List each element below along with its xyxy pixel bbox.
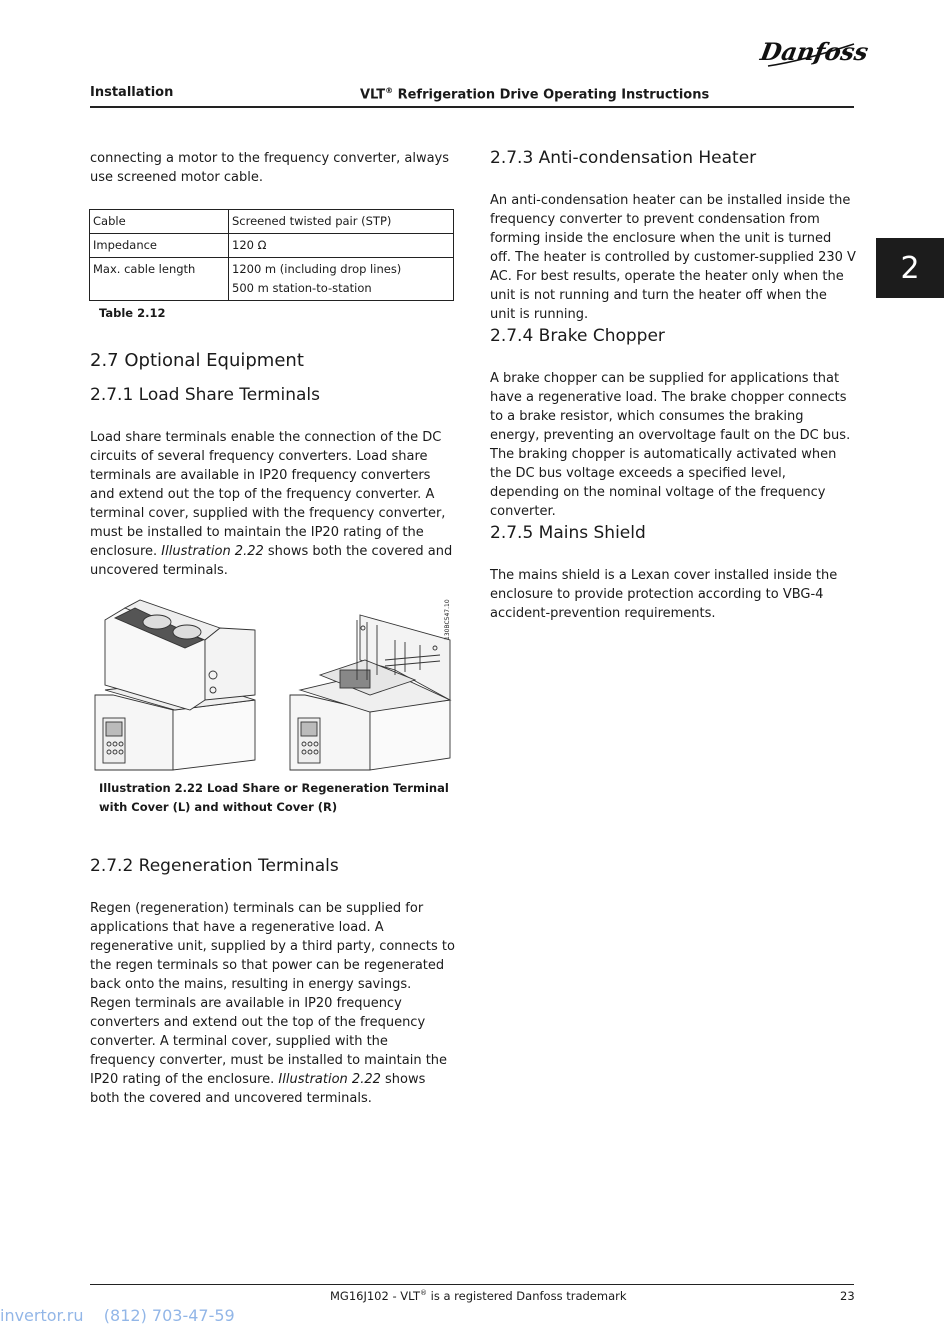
cell-line: 1200 m (including drop lines)	[232, 262, 402, 276]
paragraph-2-7-5: The mains shield is a Lexan cover installed inside the enclosure to provide protection according to VBG-4 accident-prevention requirements.	[490, 568, 838, 621]
svg-text:Danfoss: Danfoss	[758, 37, 871, 66]
table-cell: Max. cable length	[90, 258, 229, 301]
danfoss-logo	[758, 34, 871, 70]
intro-paragraph: connecting a motor to the frequency converter, always use screened motor cable.	[90, 151, 450, 185]
heading-2-7-3: 2.7.3 Anti-condensation Heater	[490, 148, 757, 168]
footer-rule	[90, 1284, 854, 1285]
table-cell: Impedance	[90, 234, 229, 258]
table-cell	[229, 258, 454, 301]
table-row	[90, 258, 454, 301]
table-row	[90, 234, 454, 258]
heading-2-7-2: 2.7.2 Regeneration Terminals	[90, 856, 339, 876]
header-rule	[90, 106, 854, 108]
drive-without-cover	[290, 615, 450, 770]
paragraph-2-7-4: A brake chopper can be supplied for applications that have a regenerative load. The brake chopper connects to a brake resistor, which consumes the braking energy, preventing an overvoltage fault on the DC bus. The braking chopper is automatically activated when the DC bus voltage exceeds a specified level, depending on the nominal voltage of the frequency converter.	[490, 371, 851, 519]
heading-2-7-5: 2.7.5 Mains Shield	[490, 523, 646, 543]
drive-with-cover	[95, 600, 255, 770]
watermark: invertor.ru (812) 703-47-59	[0, 1306, 235, 1325]
document-title: VLT® Refrigeration Drive Operating Instructions	[360, 86, 710, 103]
paragraph-2-7-1: Load share terminals enable the connection of the DC circuits of several frequency converters. Load share terminals are available in IP20 frequency converters and extend out the top of the frequency converter. A terminal cover, supplied with the frequency converter, must be installed to maintain the IP20 rating of the enclosure. Illustration 2.22 shows both the covered and uncovered terminals.	[90, 430, 453, 578]
figure-caption: Illustration 2.22 Load Share or Regeneration Terminal with Cover (L) and without Cover (R)	[99, 781, 449, 814]
heading-2-7-1: 2.7.1 Load Share Terminals	[90, 385, 321, 405]
table-cell: 120 Ω	[229, 234, 454, 258]
heading-2-7-4: 2.7.4 Brake Chopper	[490, 326, 665, 346]
cable-spec-table	[89, 209, 454, 301]
footer-trademark: MG16J102 - VLT® is a registered Danfoss trademark	[330, 1289, 627, 1303]
cell-line: 500 m station-to-station	[232, 281, 372, 295]
page-number: 23	[840, 1289, 855, 1303]
table-row	[90, 210, 454, 234]
table-cell: Screened twisted pair (STP)	[229, 210, 454, 234]
chapter-tab: 2	[876, 238, 944, 298]
paragraph-2-7-2: Regen (regeneration) terminals can be supplied for applications that have a regenerative load. A regenerative unit, supplied by a third party, connects to the regen terminals so that power can be regenerated back onto the mains, resulting in energy savings. Regen terminals are available in IP20 frequency converters and extend out the top of the frequency converter. A terminal cover, supplied with the frequency converter, must be installed to maintain the IP20 rating of the enclosure. Illustration 2.22 shows both the covered and uncovered terminals.	[90, 901, 455, 1106]
table-caption: Table 2.12	[99, 306, 166, 320]
paragraph-2-7-3: An anti-condensation heater can be installed inside the frequency converter to prevent condensation from forming inside the enclosure when the unit is turned off. The heater is controlled by customer-supplied 230 V AC. For best results, operate the heater only when the unit is not running and turn the heater off when the unit is running.	[490, 193, 856, 322]
heading-2-7: 2.7 Optional Equipment	[90, 350, 304, 371]
figure-code: 130BC547.10	[444, 599, 451, 640]
table-cell: Cable	[90, 210, 229, 234]
load-share-illustration	[95, 600, 460, 775]
section-title: Installation	[90, 85, 174, 100]
